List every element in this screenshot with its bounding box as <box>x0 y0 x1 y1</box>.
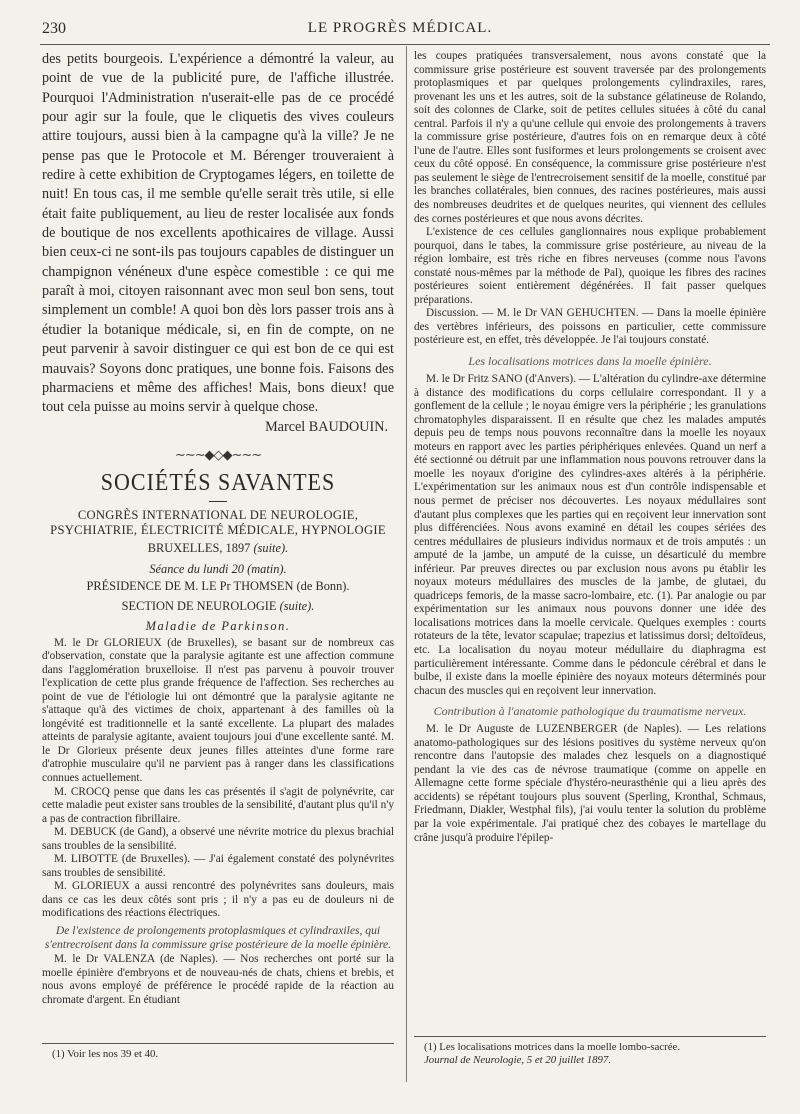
tabes-paragraph: L'existence de ces cellules ganglionnaires nous explique probablement pourquoi, dans le tabes, la commissure grise postérieure, au niveau de la région lombaire, est très riche en fibres nerveuses (comme nous l'avons constaté nous-mêmes par la méthode de Pal), quoique les fibres des racines postérieures soient entièrement dégénérées. Il fait passer quelques préparations. <box>414 226 766 306</box>
section-suite: (suite). <box>279 598 315 613</box>
subject-heading-2: De l'existence de prolongements protoplasmiques et cylindraxiles, qui s'entrecroisent dans la commissure grise postérieure de la moelle épinière. <box>44 924 392 951</box>
footnote-rule-right <box>414 1036 766 1037</box>
section-name: SECTION DE NEUROLOGIE <box>121 598 277 613</box>
right-column <box>414 50 766 845</box>
congress-suite: (suite). <box>253 540 289 555</box>
running-title: LE PROGRÈS MÉDICAL. <box>307 20 493 36</box>
valenza-paragraph: M. le Dr VALENZA (de Naples). — Nos recherches ont porté sur la moelle épinière d'embryons et de nouveau-nés de chats, chiens et brebis, et nous avons employé de préférence le procédé rapide de la réaction au chromate d'argent. En étudiant <box>42 953 394 1006</box>
discussion-paragraph: Discussion. — M. le Dr VAN GEHUCHTEN. — Dans la moelle épinière des vertèbres inférieurs, des poissons en particulier, cette commissure postérieure est, en effet, très développée. Je l'ai toujours constaté. <box>414 307 766 347</box>
right-footnote-block <box>414 1036 766 1067</box>
footnote-rule <box>42 1043 394 1044</box>
congress-line-2: PSYCHIATRIE, ÉLECTRICITÉ MÉDICALE, HYPNOLOGIE <box>50 523 386 538</box>
subject-heading-traumatisme: Contribution à l'anatomie pathologique du traumatisme nerveux. <box>433 704 747 719</box>
left-column <box>42 50 394 1007</box>
sano-paragraph: M. le Dr Fritz SANO (d'Anvers). — L'altération du cylindre-axe détermine à distance des modifications du corps cellulaire correspondant. Il y a gonflement de la cellule ; le noyau émigre vers la périphérie ; les granulations chromatophyles disparaissent. Il en résulte que chez les malades amputés depuis peu de temps nous pouvons reconnaître dans la moelle les noyaux moteurs en rapport avec les parties périphériques enlevées. Quand un nerf a été sectionné ou détruit par une inflammation nous pouvons retrouver dans la moelle les noyaux d'origine des cylindres-axes altérés à la périphérie. L'expérimentation sur les animaux nous est d'un contrôle indispensable et nous permet de préciser nos découvertes. Les noyaux médullaires sont d'autant plus complexes que les parties qui en reçoivent leur innervation sont plus différenciées. Nous avons examiné en détail les coupes sériées des centres médullaires de plusieurs individus normaux et de trois amputés : un amputé de la jambe, un amputé de la cuisse, un désarticulé du membre inférieur. Par preuves directes ou par exclusion nous avons pu établir les noyaux moteurs médullaires des muscles de la jambe, de glutaei, du quadriceps femoris, de la masse sacro-lombaire, etc. (1). Par analogie ou par expérimentation sur les animaux nous pouvons donner une idée des localisations motrices dans la moelle cervicale. Quelques exemples : courts rotateurs de la tête, levator scapulae; trapezius et latissimus dorsi; deltoïdeus, etc. La localisation du noyau moteur médullaire du diaphragma est particulièrement intéressante. Comme dans le pédoncule cérébral et dans le bulbe, il existe dans la moelle épinière des noyaux moteurs déterminés pour chacun des muscles qui en reçoivent leur innervation. <box>414 373 766 697</box>
right-footnote-line-2: Journal de Neurologie, 5 et 20 juillet 1897. <box>424 1054 612 1066</box>
congress-place <box>42 540 394 557</box>
crocq-paragraph: M. CROCQ pense que dans les cas présentés il s'agit de polynévrite, car cette maladie peut exister sans troubles de la sensibilité, d'autant plus qu'il n'y a pas de contraction fibrillaire. <box>42 785 394 825</box>
column-separator <box>406 46 407 1082</box>
debuck-paragraph: M. DEBUCK (de Gand), a observé une névrite motrice du plexus brachial sans troubles de la sensibilité. <box>42 826 394 852</box>
presidency: PRÉSIDENCE DE M. LE Pr THOMSEN (de Bonn). <box>86 578 350 593</box>
congress-place-text: BRUXELLES, 1897 <box>147 540 251 555</box>
congress-title <box>42 508 394 539</box>
header-rule <box>40 44 770 45</box>
glorieux-reply-paragraph: M. GLORIEUX a aussi rencontré des polynévrites sans douleurs, mais dans ce cas les deux côtés sont pris ; il n'y a pas eu de douleurs ni de modifications des réactions électriques. <box>42 880 394 920</box>
libotte-paragraph: M. LIBOTTE (de Bruxelles). — J'ai également constaté des polynévrites sans troubles de sensibilité. <box>42 853 394 879</box>
congress-line-1: CONGRÈS INTERNATIONAL DE NEUROLOGIE, <box>77 507 359 522</box>
title-dash <box>209 501 227 502</box>
valenza-continuation: les coupes pratiquées transversalement, nous avons constaté que la commissure grise postérieure est souvent traversée par des prolongements protoplasmiques et par quelques prolongements cylindraxiles, rares, provenant les uns et les autres, soit de la substance gélatineuse de Rolando, soit des colonnes de Clarke, soit de petites cellules situées à côté du canal central. Parfois il n'y a qu'une cellule qui envoie des prolongements à travers la commissure grise postérieure, d'autres fois on en remarque deux à côté l'une de l'autre. Elles sont fusiformes et leurs prolongements se croisent avec ceux du côté opposé. En conséquence, la commissure grise postérieure n'est pas seulement le siège de l'entrecroisement sensitif de la moelle, constitué par les branches collatérales, bien connues, des racines postérieures, mais aussi des nombreuses deudrites et de quelques neurites, qui viennent des cellules des cornes postérieures et que nous avons décrites. <box>414 50 766 225</box>
session-date: Séance du lundi 20 (matin). <box>149 561 287 576</box>
section-title: SOCIÉTÉS SAVANTES <box>100 466 336 495</box>
luzenberger-paragraph: M. le Dr Auguste de LUZENBERGER (de Naples). — Les relations anatomo-pathologiques sur des lésions positives du système nerveux qu'on rencontre dans l'autopsie des malades chez lesquels on a diagnostiqué pendant la vie des cas de névrose traumatique (comme on appelle en Allemagne cette forme spéciale d'hystéro-neurasthénie qui a lieu après des accidents) se répétant toujours plus souvent (Sperling, Kronthal, Schmaus, Friedmann, Diakler, Westphal fils), j'ai voulu tenter la solution du problème par la voie expérimentale. J'ai pratiqué chez des cobayes le martellage du crâne jusqu'à produire l'épilep- <box>414 723 766 844</box>
subject-heading-localisations: Les localisations motrices dans la moelle épinière. <box>468 354 712 369</box>
section-heading <box>42 598 394 615</box>
subject-heading: Maladie de Parkinson. <box>145 618 291 633</box>
signature: Marcel BAUDOUIN. <box>265 418 388 435</box>
page-number: 230 <box>42 20 66 37</box>
right-footnote-line-1: (1) Les localisations motrices dans la moelle lombo-sacrée. <box>424 1041 681 1053</box>
left-footnote: (1) Voir les nos 39 et 40. <box>52 1048 159 1060</box>
glorieux-paragraph: M. le Dr GLORIEUX (de Bruxelles), se basant sur de nombreux cas d'observation, constate que la paralysie agitante est une affection commune dans l'agglomération bruxelloise. Il n'est pas parvenu à pouvoir trouver l'explication de cette plus grande fréquence de l'affection. Ses recherches au point de vue de l'étiologie lui ont démontré que la paralysie agitante ne s'attaque qu'à des victimes de choix, appartenant à des familles où la longévité est traditionnelle et la santé excellente. La plupart des malades atteints de paralysie agitante, avaient toujours joui d'une excellente santé. M. le Dr Glorieux présente deux jeunes filles atteintes d'une forme rare d'atrophie musculaire qu'il ne parvient pas à ranger dans les classifications connues actuellement. <box>42 636 394 784</box>
left-footnote-block <box>42 1043 394 1061</box>
ornament-divider: ∼∼∼◆◇◆∼∼∼ <box>174 446 262 462</box>
continuation-paragraph: des petits bourgeois. L'expérience a démontré la valeur, au point de vue de la publicité pure, de l'affiche illustrée. Pourquoi l'Administration n'userait-elle pas de ce procédé pour agir sur la foule, que le cliquetis des vives couleurs attire toujours, aussi bien à la campagne qu'à la ville? Je ne pense pas que le Protocole et M. Bérenger trouveraient à redire à cette exhibition de Cryptogames légers, en toilette de nuit! En tous cas, il me semble qu'elle serait très utile, si elle était faite publiquement, au lieu de rester localisée aux fonds de boutique de nos excellents apothicaires de village. Aussi bien ceux-ci ne sont-ils pas toujours capables de distinguer un champignon vénéneux d'une espèce comestible : ce qui me paraît à moi, citoyen raisonnant avec mon seul bon sens, tout simplement un comble! A quoi bon dès lors passer trois ans à étudier la botanique médicale, si, en fin de compte, on ne peut parvenir à savoir distinguer ce qui est bon de ce qui est mauvais? Soyons donc pratiques, une bonne fois. Faisons des pharmaciens et même des affiches! Mais, bons dieux! que tout cela puisse au moins servir à quelque chose. <box>42 51 394 416</box>
